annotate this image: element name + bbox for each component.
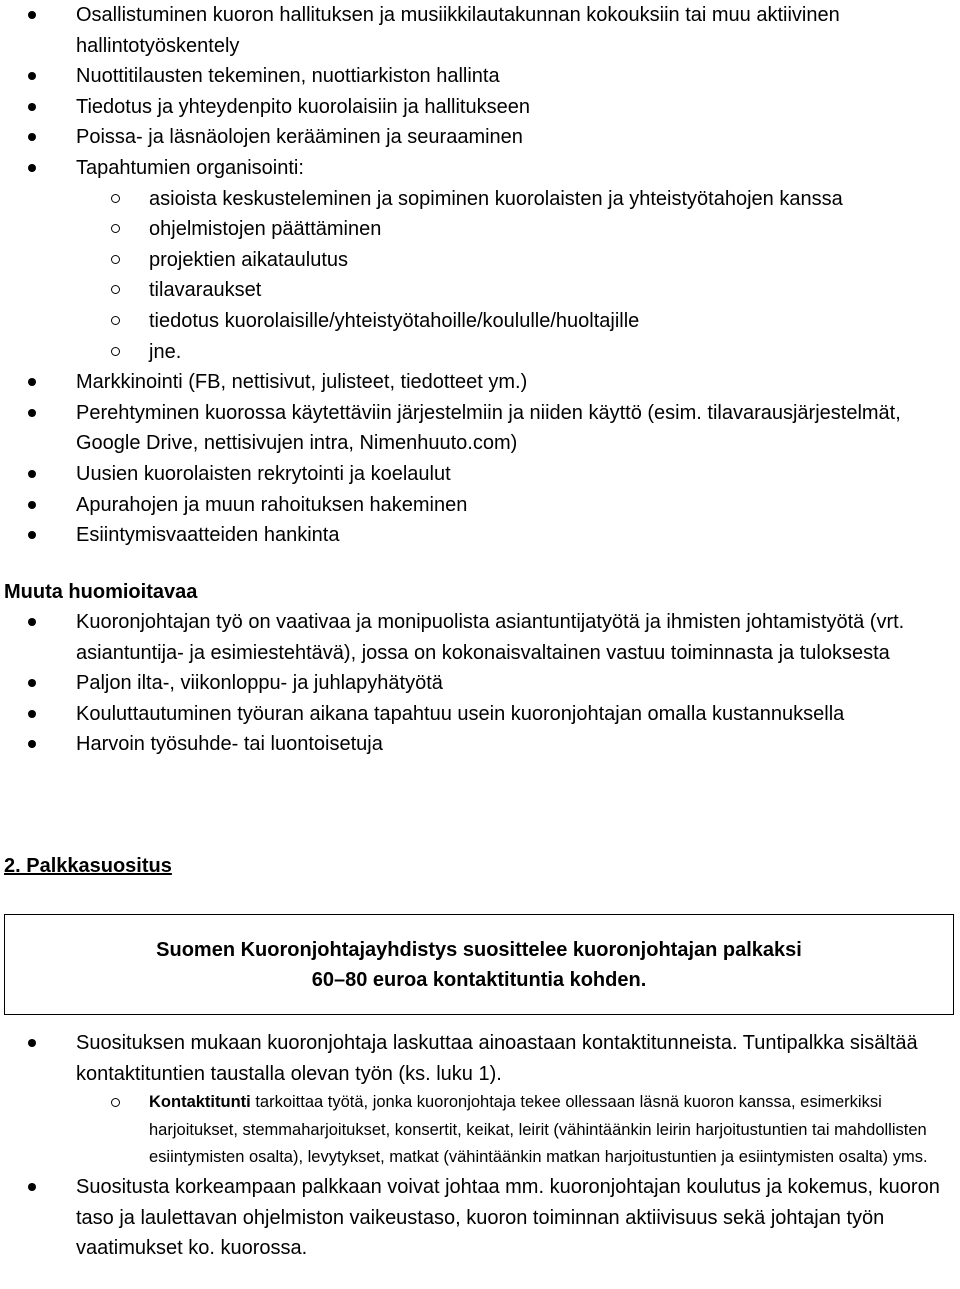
- sub-list-item: tilavaraukset: [0, 275, 960, 306]
- list-item: Tiedotus ja yhteydenpito kuorolaisiin ja hallitukseen: [0, 92, 960, 123]
- list-item: Suositusta korkeampaan palkkaan voivat johtaa mm. kuoronjohtajan koulutus ja kokemus, kuoron taso ja laulettavan ohjelmiston vaikeustaso, kuoron toiminnan aktiivisuus sekä johtajan työn vaatimukset ko. kuorossa.: [0, 1172, 960, 1264]
- term-definition: tarkoittaa työtä, jonka kuoronjohtaja tekee ollessaan läsnä kuoron kanssa, esimerkiksi harjoitukset, stemmaharjoitukset, konsertit, keikat, leirit (vähintäänkin leirin harjoitustuntien tai mahdollisten esiintymisten osalta), levytykset, matkat (vähintäänkin matkan harjoitustuntien ja esiintymisten osalta) yms.: [149, 1093, 928, 1167]
- recommendation-line: 60–80 euroa kontaktituntia kohden.: [311, 968, 647, 991]
- list-item: Paljon ilta-, viikonloppu- ja juhlapyhätyötä: [0, 668, 960, 699]
- sub-list-item: asioista keskusteleminen ja sopiminen kuorolaisten ja yhteistyötahojen kanssa: [0, 184, 960, 215]
- list-item: Apurahojen ja muun rahoituksen hakeminen: [0, 490, 960, 521]
- list-item: Nuottitilausten tekeminen, nuottiarkiston hallinta: [0, 61, 960, 92]
- recommendation-box: [4, 914, 954, 1015]
- list-item: Perehtyminen kuorossa käytettäviin järjestelmiin ja niiden käyttö (esim. tilavarausjärjestelmät, Google Drive, nettisivujen intra, Nimenhuuto.com): [0, 398, 960, 459]
- list-item: Kouluttautuminen työuran aikana tapahtuu usein kuoronjohtajan omalla kustannuksella: [0, 699, 960, 730]
- sub-list-item: projektien aikataulutus: [0, 245, 960, 276]
- list-item: Markkinointi (FB, nettisivut, julisteet, tiedotteet ym.): [0, 367, 960, 398]
- notes-heading: Muuta huomioitavaa: [4, 581, 198, 603]
- task-list: [0, 0, 960, 551]
- list-item: Kuoronjohtajan työ on vaativaa ja monipuolista asiantuntijatyötä ja ihmisten johtamistyötä (vrt. asiantuntija- ja esimiestehtävä), jossa on kokonaisvaltainen vastuu toiminnasta ja tuloksesta: [0, 607, 960, 668]
- list-item: Osallistuminen kuoron hallituksen ja musiikkilautakunnan kokouksiin tai muu aktiivinen hallintotyöskentely: [0, 0, 960, 61]
- pay-list: [0, 1028, 960, 1264]
- recommendation-line: Suomen Kuoronjohtajayhdistys suosittelee kuoronjohtajan palkaksi: [156, 938, 802, 961]
- list-item: Tapahtumien organisointi:: [0, 153, 960, 184]
- list-item: Harvoin työsuhde- tai luontoisetuja: [0, 729, 960, 760]
- sub-list-item: jne.: [0, 337, 960, 368]
- section-title: 2. Palkkasuositus: [4, 855, 172, 877]
- sub-list-item: ohjelmistojen päättäminen: [0, 214, 960, 245]
- notes-list: [0, 607, 960, 760]
- sub-list-item: [0, 1089, 960, 1172]
- list-item: Suosituksen mukaan kuoronjohtaja laskuttaa ainoastaan kontaktitunneista. Tuntipalkka sisältää kontaktituntien taustalla olevan työn (ks. luku 1).: [0, 1028, 960, 1089]
- sub-list-item: tiedotus kuorolaisille/yhteistyötahoille/koululle/huoltajille: [0, 306, 960, 337]
- list-item: Poissa- ja läsnäolojen kerääminen ja seuraaminen: [0, 122, 960, 153]
- notes-section: [0, 577, 960, 760]
- term-label: Kontaktitunti: [149, 1093, 251, 1112]
- section2-header: [0, 851, 960, 881]
- list-item: Esiintymisvaatteiden hankinta: [0, 520, 960, 551]
- list-item: Uusien kuorolaisten rekrytointi ja koelaulut: [0, 459, 960, 490]
